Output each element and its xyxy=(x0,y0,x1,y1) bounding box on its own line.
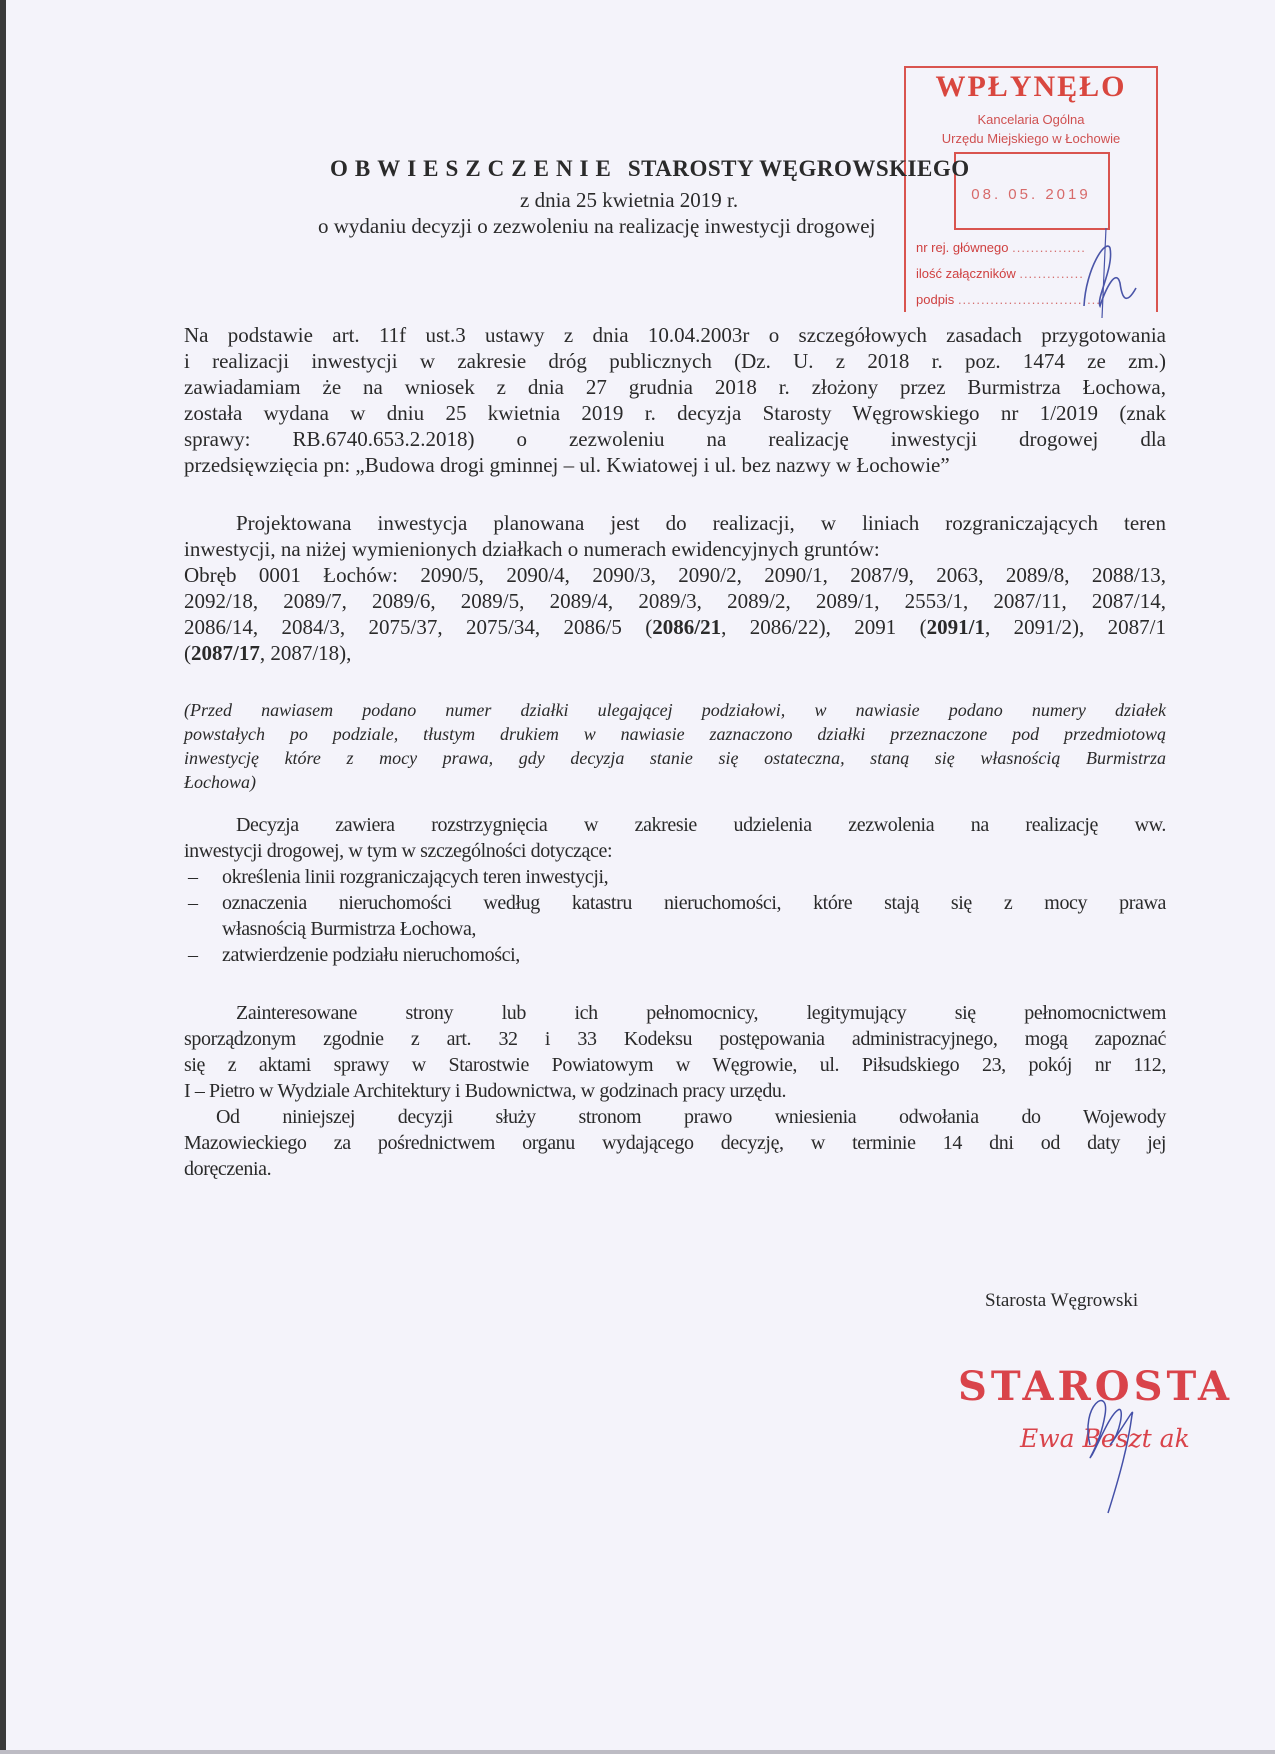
list-item xyxy=(184,864,1166,890)
list-item-text: zatwierdzenie podziału nieruchomości, xyxy=(222,944,520,966)
stamp-office: Kancelaria Ogólna xyxy=(977,112,1085,127)
scan-bottom-edge xyxy=(0,1750,1275,1754)
parcel-bold: 2091/1 xyxy=(926,615,986,639)
text-line: Od niniejszej decyzji służy stronom prawo wniesienia odwołania do Wojewody xyxy=(216,1106,1166,1128)
text-line: została wydana w dniu 25 kwietnia 2019 r. decyzja Starosty Węgrowskiego nr 1/2019 (znak xyxy=(184,401,1166,425)
list-item-text: własnością Burmistrza Łochowa, xyxy=(222,918,477,940)
decision-scope-list xyxy=(184,864,1166,968)
stamp-handwritten-signature-icon xyxy=(1076,228,1146,318)
scan-edge xyxy=(0,0,6,1754)
parcel-line xyxy=(184,614,1166,640)
text-line: sporządzonym zgodnie z art. 32 i 33 Kodeksu postępowania administracyjnego, mogą zapoznać xyxy=(184,1028,1166,1050)
list-item-text: określenia linii rozgraniczających teren inwestycji, xyxy=(222,866,609,888)
stamp-institution: Urzędu Miejskiego w Łochowie xyxy=(941,131,1121,146)
handwritten-signature-icon xyxy=(1080,1385,1150,1515)
note-line: powstałych po podziale, tłustym drukiem w nawiasie zaznaczono działki przeznaczone pod przedmiotową xyxy=(184,724,1166,744)
text-line: Zainteresowane strony lub ich pełnomocnicy, legitymujący się pełnomocnictwem xyxy=(236,1002,1166,1024)
document-title xyxy=(330,156,970,182)
text-line: przedsięwzięcia pn: „Budowa drogi gminnej – ul. Kwiatowej i ul. bez nazwy w Łochowie” xyxy=(184,453,950,477)
paragraph-legal-basis xyxy=(184,322,1166,478)
text-line: sprawy: RB.6740.653.2.2018) o zezwoleniu na realizację inwestycji drogowej dla xyxy=(184,427,1166,451)
stamp-date: 08. 05. 2019 xyxy=(971,186,1091,203)
title-issuer: STAROSTY WĘGROWSKIEGO xyxy=(627,156,970,181)
parcel-text: , 2086/22), 2091 ( xyxy=(721,615,927,639)
paragraph-appeal xyxy=(184,1104,1166,1182)
parcel-line: 2092/18, 2089/7, 2089/6, 2089/5, 2089/4, 2089/3, 2089/2, 2089/1, 2553/1, 2087/11, 2087/14, xyxy=(184,589,1166,613)
text-line: I – Pietro w Wydziale Architektury i Budownictwa, w godzinach pracy urzędu. xyxy=(184,1080,787,1102)
parcel-text: , 2091/2), 2087/1 xyxy=(985,615,1167,639)
signatory-title: Starosta Węgrowski xyxy=(985,1290,1139,1311)
stamp-field-dots: ................ xyxy=(1012,240,1086,255)
text-line: Na podstawie art. 11f ust.3 ustawy z dnia 10.04.2003r o szczegółowych zasadach przygotowania xyxy=(184,323,1166,347)
received-stamp xyxy=(904,66,1158,312)
stamp-field-label: podpis xyxy=(916,292,955,307)
text-line: doręczenia. xyxy=(184,1158,272,1180)
text-line: i realizacji inwestycji w zakresie dróg publicznych (Dz. U. z 2018 r. poz. 1474 ze zm.) xyxy=(184,349,1166,373)
list-item xyxy=(184,890,1166,942)
list-item-text: oznaczenia nieruchomości według katastru nieruchomości, które stają się z mocy prawa xyxy=(222,892,1166,914)
stamp-field-dots: .............. xyxy=(1019,266,1084,281)
paragraph-decision-scope xyxy=(184,812,1166,864)
seal-title: STAROSTA xyxy=(958,1363,1234,1410)
stamp-field-attachments xyxy=(916,266,1084,281)
note-line: Łochowa) xyxy=(184,772,256,792)
parcel-bold: 2087/17 xyxy=(191,641,260,665)
parcel-line xyxy=(184,640,1166,666)
document-subject: o wydaniu decyzji o zezwoleniu na realizację inwestycji drogowej xyxy=(318,214,876,238)
stamp-field-register xyxy=(916,240,1086,255)
text-line: inwestycji drogowej, w tym w szczególności dotyczące: xyxy=(184,840,613,862)
text-line: Mazowieckiego za pośrednictwem organu wydającego decyzję, w terminie 14 dni od daty jej xyxy=(184,1132,1166,1154)
parcel-line: Obręb 0001 Łochów: 2090/5, 2090/4, 2090/3, 2090/2, 2090/1, 2087/9, 2063, 2089/8, 2088/13, xyxy=(184,563,1166,587)
parcel-text: , 2087/18), xyxy=(259,641,352,665)
parcels-note xyxy=(184,698,1166,794)
paragraph-case-access xyxy=(184,1000,1166,1104)
note-line: (Przed nawiasem podano numer działki ulegającej podziałowi, w nawiasie podano numery działek xyxy=(184,700,1166,720)
text-line: Projektowana inwestycja planowana jest do realizacji, w liniach rozgraniczających teren xyxy=(236,511,1166,535)
parcel-bold: 2086/21 xyxy=(652,615,722,639)
stamp-field-dots: ............................... xyxy=(957,292,1101,307)
note-line: inwestycję które z mocy prawa, gdy decyzja stanie się ostateczna, staną się własnością Burmistrza xyxy=(184,748,1166,768)
dash-bullet-icon: – xyxy=(188,892,198,914)
text-line: inwestycji, na niżej wymienionych działkach o numerach ewidencyjnych gruntów: xyxy=(184,537,880,561)
text-line: się z aktami sprawy w Starostwie Powiatowym w Węgrowie, ul. Piłsudskiego 23, pokój nr 112, xyxy=(184,1054,1166,1076)
parcel-text: ( xyxy=(184,641,191,665)
paragraph-parcels xyxy=(184,510,1166,666)
stamp-field-label: ilość załączników xyxy=(916,266,1016,281)
document-date: z dnia 25 kwietnia 2019 r. xyxy=(520,188,739,212)
parcel-text: 2086/14, 2084/3, 2075/37, 2075/34, 2086/5 ( xyxy=(184,615,653,639)
text-line: Decyzja zawiera rozstrzygnięcia w zakresie udzielenia zezwolenia na realizację ww. xyxy=(236,814,1166,836)
dash-bullet-icon: – xyxy=(188,944,198,966)
title-heading: OBWIESZCZENIE xyxy=(330,156,618,181)
stamp-title: WPŁYNĘŁO xyxy=(935,70,1127,103)
dash-bullet-icon: – xyxy=(188,866,198,888)
stamp-field-signature xyxy=(916,292,1101,307)
stamp-field-label: nr rej. głównego xyxy=(916,240,1009,255)
text-line: zawiadamiam że na wniosek z dnia 27 grudnia 2018 r. złożony przez Burmistrza Łochowa, xyxy=(184,375,1166,399)
list-item xyxy=(184,942,1166,968)
seal-name: Ewa Beszt ak xyxy=(1020,1424,1190,1453)
